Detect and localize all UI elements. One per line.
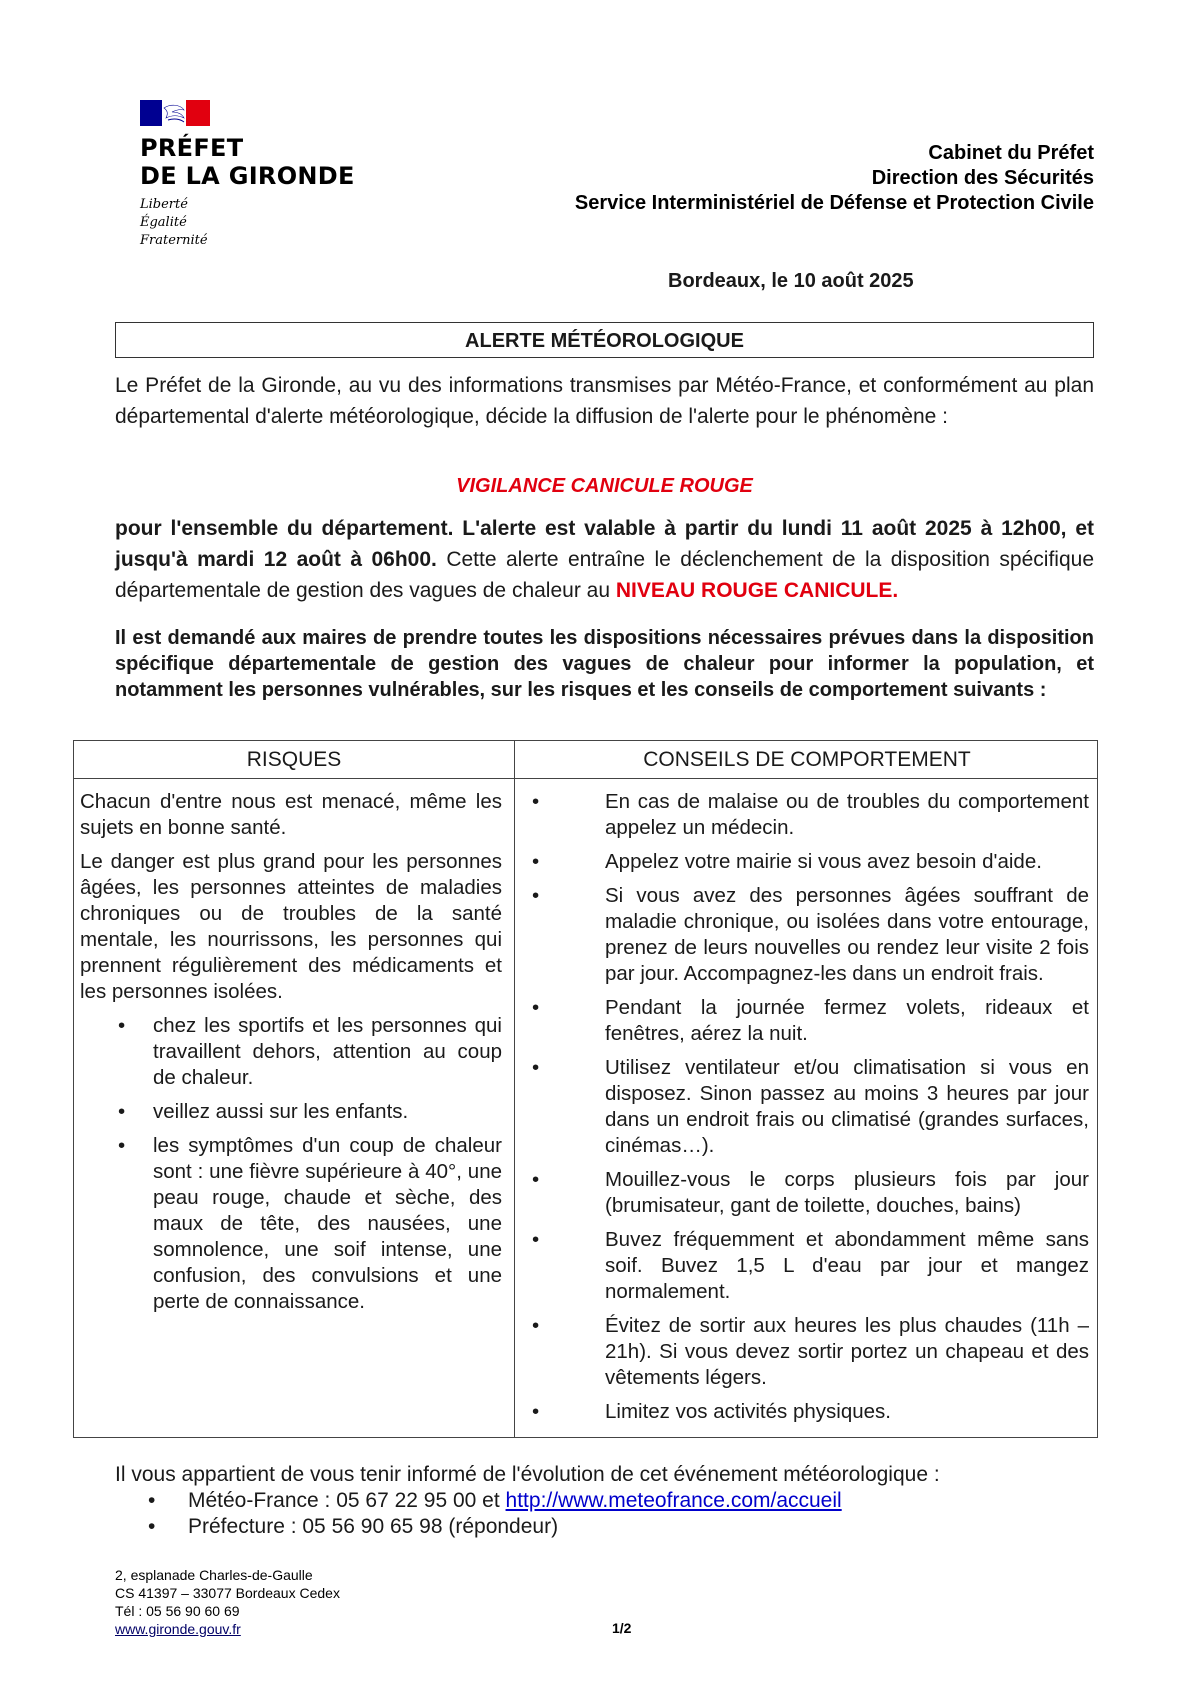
risk-paragraph: Le danger est plus grand pour les personnes âgées, les personnes atteintes de maladies chroniques ou de troubles de la santé mentale, les nourrissons, les personnes qui prennent régulièrement des médicaments et les personnes isolées. (80, 850, 502, 1003)
list-item: • Utilisez ventilateur et/ou climatisation si vous en disposez. Sinon passez au moins 3 heures par jour dans un endroit frais ou climatisé (grandes surfaces, cinémas…). (532, 1055, 1089, 1159)
header-cabinet: Cabinet du Préfet (928, 142, 1094, 164)
footer-website-wrap (115, 1620, 241, 1638)
document-date: Bordeaux, le 10 août 2025 (668, 270, 914, 292)
advice-cell (532, 789, 1089, 1433)
footer-address-2: CS 41397 – 33077 Bordeaux Cedex (115, 1585, 340, 1601)
risk-paragraph: Chacun d'entre nous est menacé, même les sujets en bonne santé. (80, 790, 502, 839)
vigilance-level: VIGILANCE CANICULE ROUGE (456, 475, 753, 497)
header-direction: Direction des Sécurités (871, 167, 1094, 189)
advice-list (532, 789, 1089, 1425)
meteo-link[interactable]: http://www.meteofrance.com/accueil (505, 1489, 842, 1512)
list-item: • veillez aussi sur les enfants. (80, 1099, 502, 1125)
validity-bold: pour l'ensemble du département. L'alerte est valable à partir du lundi 11 août 2025 à 12h00, et jusqu'à mardi 12 août à 06h00. (115, 517, 1094, 571)
header-service: Service Interministériel de Défense et Protection Civile (574, 192, 1094, 214)
info-prefecture: • Préfecture : 05 56 90 65 98 (répondeur) (148, 1515, 559, 1538)
list-item: • chez les sportifs et les personnes qui travaillent dehors, attention au coup de chaleur. (80, 1013, 502, 1091)
validity-paragraph (115, 513, 1094, 606)
info-intro: Il vous appartient de vous tenir informé de l'évolution de cet événement météorologique : (115, 1463, 940, 1486)
list-item: • Buvez fréquemment et abondamment même sans soif. Buvez 1,5 L d'eau par jour et mangez normalement. (532, 1227, 1089, 1305)
list-item: • Pendant la journée fermez volets, rideaux et fenêtres, aérez la nuit. (532, 995, 1089, 1047)
footer-address-1: 2, esplanade Charles-de-Gaulle (115, 1567, 313, 1583)
risk-advice-table (73, 740, 1098, 1438)
risk-list (80, 1013, 502, 1315)
header-advice: CONSEILS DE COMPORTEMENT (643, 748, 971, 771)
prefecture-phone: Préfecture : 05 56 90 65 98 (répondeur) (188, 1515, 559, 1538)
list-item: • Appelez votre mairie si vous avez besoin d'aide. (532, 849, 1089, 875)
list-item: • les symptômes d'un coup de chaleur sont : une fièvre supérieure à 40°, une peau rouge, chaude et sèche, des maux de tête, des nausées, une somnolence, une soif intense, une confusion, des convulsions et une perte de connaissance. (80, 1133, 502, 1315)
validity-text: Cette alerte entraîne le déclenchement de la disposition spécifique départementale de gestion des vagues de chaleur au (115, 548, 1094, 602)
list-item: • En cas de malaise ou de troubles du comportement appelez un médecin. (532, 789, 1089, 841)
header-risks: RISQUES (246, 748, 342, 771)
info-meteo: • Météo-France : 05 67 22 95 00 et http://www.meteofrance.com/accueil (148, 1489, 842, 1512)
marianne-flag-icon (140, 100, 210, 126)
meteo-phone: Météo-France : 05 67 22 95 00 et (188, 1489, 506, 1512)
list-item: • Évitez de sortir aux heures les plus chaudes (11h – 21h). Si vous devez sortir portez un chapeau et des vêtements légers. (532, 1313, 1089, 1391)
page-number: 1/2 (612, 1620, 632, 1636)
list-item: • Limitez vos activités physiques. (532, 1399, 1089, 1425)
document-title: ALERTE MÉTÉOROLOGIQUE (115, 322, 1094, 358)
footer-phone: Tél : 05 56 90 60 69 (115, 1603, 240, 1619)
level-red: NIVEAU ROUGE CANICULE. (615, 579, 899, 602)
logo-motto: Liberté Égalité Fraternité (140, 197, 208, 248)
footer-website-link[interactable]: www.gironde.gouv.fr (115, 1621, 241, 1637)
mayors-paragraph: Il est demandé aux maires de prendre toutes les dispositions nécessaires prévues dans la disposition spécifique départementale de gestion des vagues de chaleur pour informer la population, et notamment les personnes vulnérables, sur les risques et les conseils de comportement suivants : (115, 627, 1094, 701)
intro-paragraph: Le Préfet de la Gironde, au vu des informations transmises par Météo-France, et conformément au plan départemental d'alerte météorologique, décide la diffusion de l'alerte pour le phénomène : (115, 374, 1094, 428)
logo-title: PRÉFET DE LA GIRONDE (140, 134, 355, 190)
risks-cell (80, 789, 502, 1323)
list-item: • Si vous avez des personnes âgées souffrant de maladie chronique, ou isolées dans votre entourage, prenez de leurs nouvelles ou rendez leur visite 2 fois par jour. Accompagnez-les dans un endroit frais. (532, 883, 1089, 987)
list-item: • Mouillez-vous le corps plusieurs fois par jour (brumisateur, gant de toilette, douches, bains) (532, 1167, 1089, 1219)
